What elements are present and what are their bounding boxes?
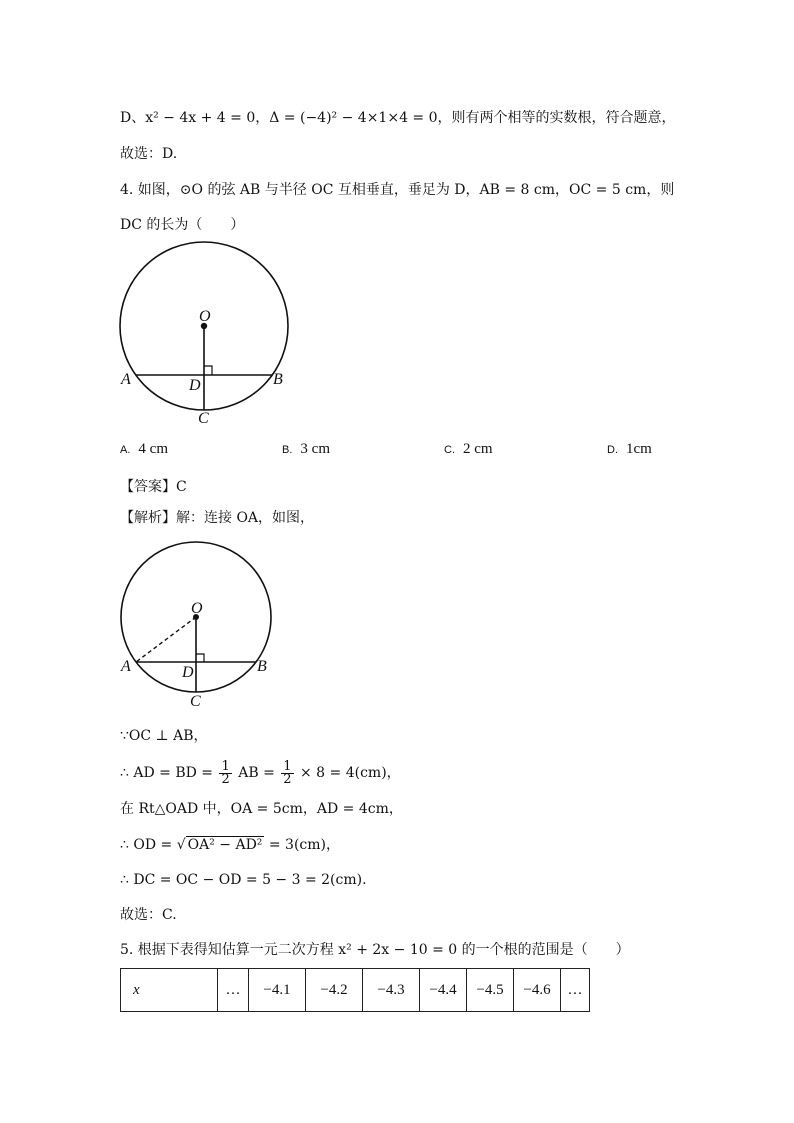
- fraction-denominator: 2: [221, 771, 230, 787]
- fraction-one-half-2: [281, 758, 293, 787]
- label-o: O: [199, 308, 211, 325]
- option-d-label: D.: [607, 444, 618, 456]
- table-cell: −4.4: [420, 969, 467, 1012]
- step-2-part-a: ∴ AD = BD =: [120, 765, 214, 781]
- step-4-part-b: = 3(cm)，: [268, 837, 340, 853]
- solution-step-4: [120, 835, 340, 855]
- answer-heading: 【答案】C: [120, 479, 187, 495]
- solution-step-5: ∴ DC = OC − OD = 5 − 3 = 2(cm).: [120, 872, 367, 888]
- option-d-explanation: D、x² − 4x + 4 = 0，Δ = (−4)² − 4×1×4 = 0，则有两个相等的实数根，符合题意，: [120, 110, 676, 126]
- label-o: O: [191, 600, 203, 617]
- table-cell: −4.6: [514, 969, 561, 1012]
- solution-step-2: [120, 758, 401, 788]
- label-d: D: [182, 664, 194, 681]
- table-row-label: x: [121, 969, 218, 1012]
- table-cell: −4.5: [467, 969, 514, 1012]
- option-a-value: 4 cm: [138, 441, 168, 457]
- option-a-label: A.: [120, 444, 131, 456]
- fraction-one-half: [219, 758, 231, 787]
- fraction-numerator: 1: [221, 758, 230, 774]
- solution-step-1: ∵OC ⊥ AB，: [120, 728, 208, 744]
- segment-oa-dashed: [136, 617, 196, 662]
- right-angle-mark: [196, 654, 204, 662]
- step-2-part-c: × 8 = 4(cm)，: [300, 765, 401, 781]
- table-cell: −4.2: [306, 969, 363, 1012]
- label-d: D: [189, 377, 201, 394]
- sqrt-radicand: OA² − AD²: [187, 837, 263, 853]
- table-cell: −4.3: [363, 969, 420, 1012]
- option-b-value: 3 cm: [300, 441, 330, 457]
- label-b: B: [257, 658, 267, 675]
- label-a: A: [121, 658, 131, 675]
- question-4-stem-line1: 4. 如图，⊙O 的弦 AB 与半径 OC 互相垂直，垂足为 D，AB = 8 cm，OC = 5 cm，则: [120, 182, 675, 198]
- option-b-label: B.: [282, 444, 293, 456]
- label-a: A: [121, 371, 131, 388]
- fraction-denominator: 2: [283, 771, 292, 787]
- sqrt-symbol: √: [176, 837, 186, 853]
- previous-answer-conclusion: 故选：D.: [120, 146, 178, 162]
- analysis-heading: 【解析】解：连接 OA，如图，: [120, 510, 315, 526]
- table-cell: …: [218, 969, 249, 1012]
- table-row: [121, 969, 590, 1012]
- question-4-conclusion: 故选：C.: [120, 907, 177, 923]
- table-cell: −4.1: [249, 969, 306, 1012]
- step-2-part-b: AB =: [238, 765, 275, 781]
- table-cell: …: [561, 969, 590, 1012]
- fraction-numerator: 1: [283, 758, 292, 774]
- question-4-stem-line2: DC 的长为（ ）: [120, 217, 245, 233]
- label-b: B: [273, 371, 283, 388]
- option-c-label: C.: [444, 444, 455, 456]
- option-c-value: 2 cm: [463, 441, 493, 457]
- label-c: C: [190, 693, 201, 710]
- question-5-stem: 5. 根据下表得知估算一元二次方程 x² + 2x − 10 = 0 的一个根的范围是（ ）: [120, 942, 630, 958]
- solution-step-3: 在 Rt△OAD 中，OA = 5cm，AD = 4cm，: [120, 801, 403, 817]
- label-c: C: [198, 410, 209, 427]
- step-4-part-a: ∴ OD =: [120, 837, 173, 853]
- value-table: [120, 968, 590, 1012]
- option-d-value: 1cm: [626, 441, 652, 457]
